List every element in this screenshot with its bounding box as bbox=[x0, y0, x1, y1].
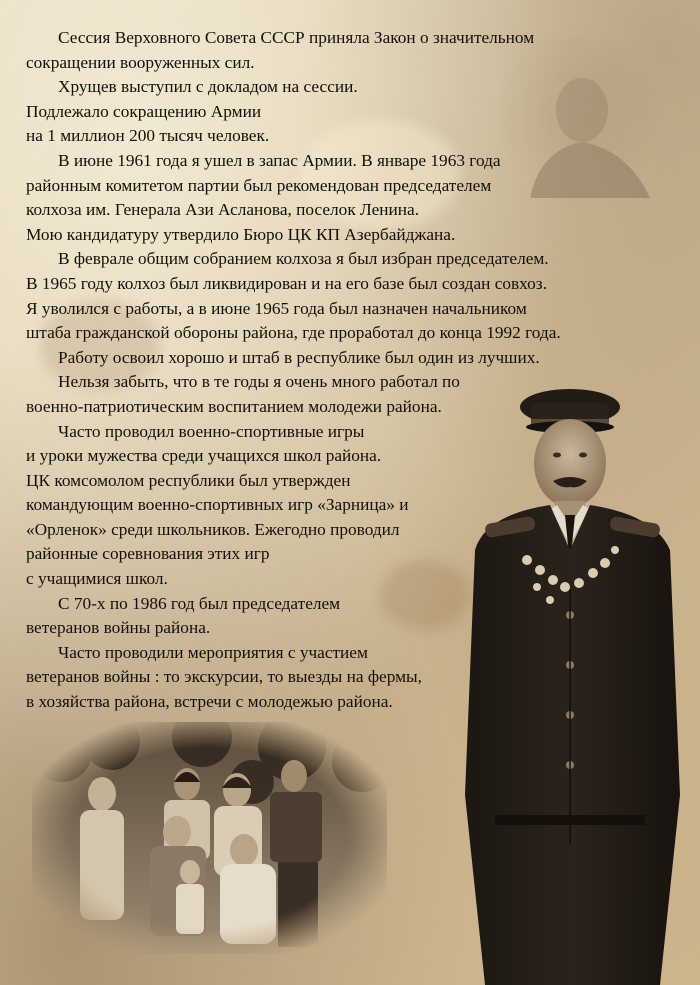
text-line: Мою кандидатуру утвердило Бюро ЦК КП Азербайджана. bbox=[26, 224, 456, 244]
text-line: Часто проводили мероприятия с участием bbox=[58, 642, 368, 662]
text-line: Часто проводил военно-спортивные игры bbox=[58, 421, 365, 441]
text-line: Работу освоил хорошо и штаб в республике был один из лучших. bbox=[58, 347, 540, 367]
text-line: ЦК комсомолом республики был утвержден bbox=[26, 470, 351, 490]
text-line: ветеранов войны района. bbox=[26, 618, 211, 638]
text-line: районным комитетом партии был рекомендован председателем bbox=[26, 175, 492, 195]
text-line: командующим военно-спортивных игр «Зарница» и bbox=[26, 495, 409, 515]
text-line: В феврале общим собранием колхоза я был избран председателем. bbox=[58, 249, 549, 269]
text-line: Подлежало сокращению Армии bbox=[26, 101, 262, 121]
text-line: Нельзя забыть, что в те годы я очень много работал по bbox=[58, 372, 460, 392]
text-line: Сессия Верховного Совета СССР приняла Закон о значительном bbox=[58, 28, 535, 47]
text-line: сокращении вооруженных сил. bbox=[26, 52, 255, 72]
text-line: и уроки мужества среди учащихся школ района. bbox=[26, 446, 382, 466]
text-line: штаба гражданской обороны района, где проработал до конца 1992 года. bbox=[26, 323, 561, 343]
text-line: ветеранов войны : то экскурсии, то выезды на фермы, bbox=[26, 667, 422, 687]
text-line: В 1965 году колхоз был ликвидирован и на его базе был создан совхоз. bbox=[26, 273, 547, 293]
text-line: В июне 1961 года я ушел в запас Армии. В январе 1963 года bbox=[58, 150, 501, 170]
text-line: с учащимися школ. bbox=[26, 569, 168, 589]
text-line: Хрущев выступил с докладом на сессии. bbox=[58, 77, 358, 97]
group-photo bbox=[32, 722, 387, 954]
text-line: в хозяйства района, встречи с молодежью района. bbox=[26, 692, 393, 712]
text-line: «Орленок» среди школьников. Ежегодно проводил bbox=[26, 519, 400, 539]
officer-photo bbox=[455, 375, 700, 985]
text-line: районные соревнования этих игр bbox=[26, 544, 270, 564]
text-line: на 1 миллион 200 тысяч человек. bbox=[26, 126, 270, 146]
text-line: Я уволился с работы, а в июне 1965 года был назначен начальником bbox=[26, 298, 527, 318]
text-line: колхоза им. Генерала Ази Асланова, поселок Ленина. bbox=[26, 200, 420, 220]
text-line: военно-патриотическим воспитанием молодежи района. bbox=[26, 396, 442, 416]
text-line: С 70-х по 1986 год был председателем bbox=[58, 593, 341, 613]
